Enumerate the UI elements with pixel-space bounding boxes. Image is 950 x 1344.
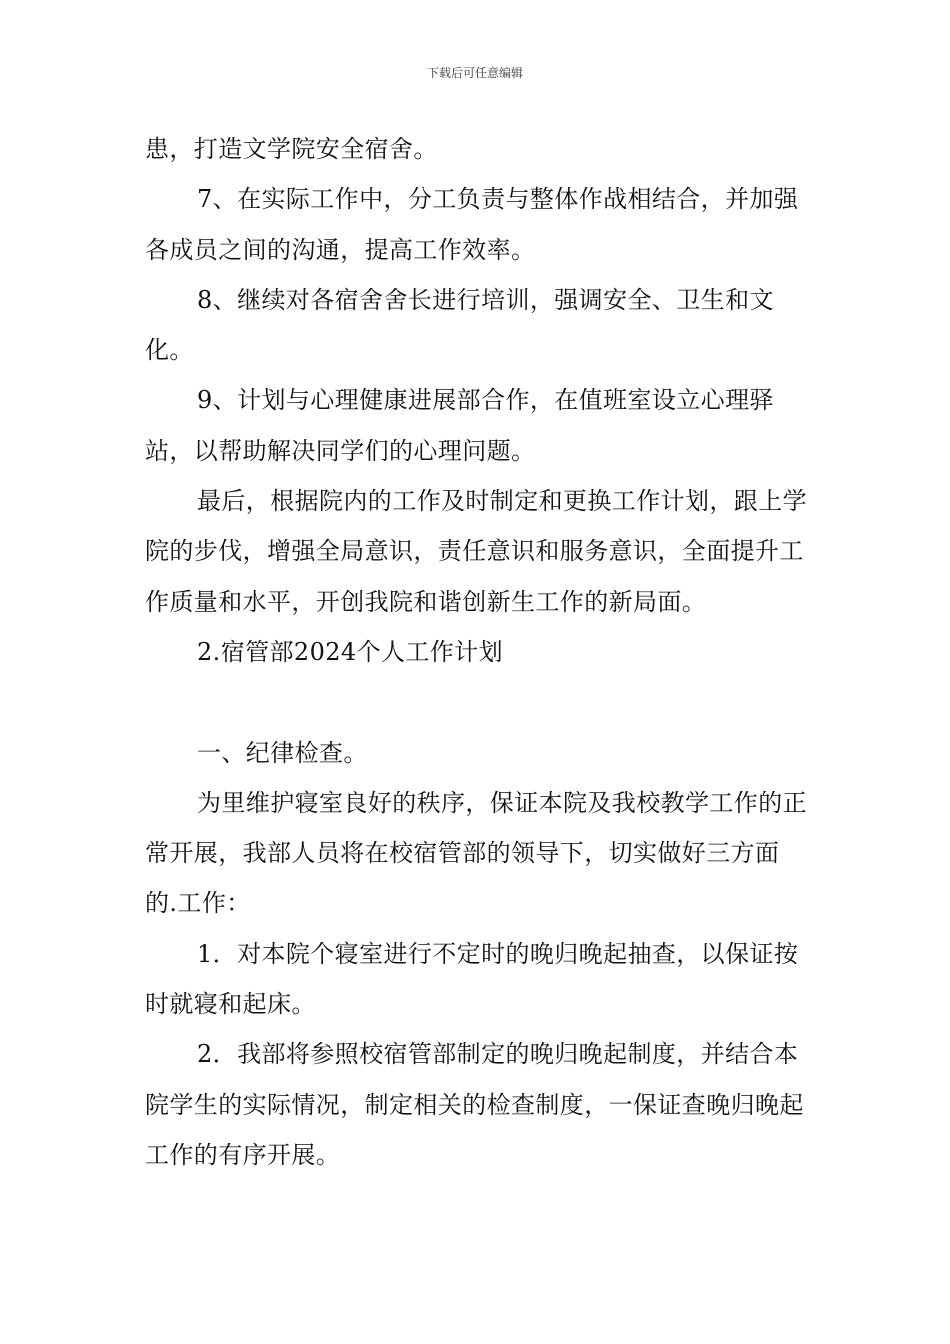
paragraph-item-8: 8、继续对各宿舍舍长进行培训，强调安全、卫生和文化。 [145,285,774,365]
paragraph-item-9: 9、计划与心理健康进展部合作，在值班室设立心理驿站，以帮助解决同学们的心理问题。 [145,386,774,465]
paragraph-item-7: 7、在实际工作中，分工负责与整体作战相结合，并加强各成员之间的沟通，提高工作效率。 [145,185,799,264]
document-body [145,124,807,1180]
paragraph-point-2: 2．我部将参照校宿管部制定的晚归晚起制度，并结合本院学生的实际情况，制定相关的检查制度，一保证查晚归晚起工作的有序开展。 [145,1040,804,1169]
subsection-heading: 一、纪律检查。 [197,738,368,767]
paragraph-conclusion: 最后，根据院内的工作及时制定和更换工作计划，跟上学院的步伐，增强全局意识，责任意识和服务意识，全面提升工作质量和水平，开创我院和谐创新生工作的新局面。 [145,487,807,616]
section-title: 2.宿管部2024个人工作计划 [197,637,503,666]
paragraph-point-1: 1．对本院个寝室进行不定时的晚归晚起抽查，以保证按时就寝和起床。 [145,939,799,1019]
blank-line [145,677,807,727]
page-header: 下载后可任意编辑 [426,66,523,80]
paragraph-intro: 为里维护寝室良好的秩序，保证本院及我校教学工作的正常开展，我部人员将在校宿管部的领导下，切实做好三方面的.工作： [145,788,807,918]
paragraph-continuation: 患，打造文学院安全宿舍。 [145,135,438,163]
